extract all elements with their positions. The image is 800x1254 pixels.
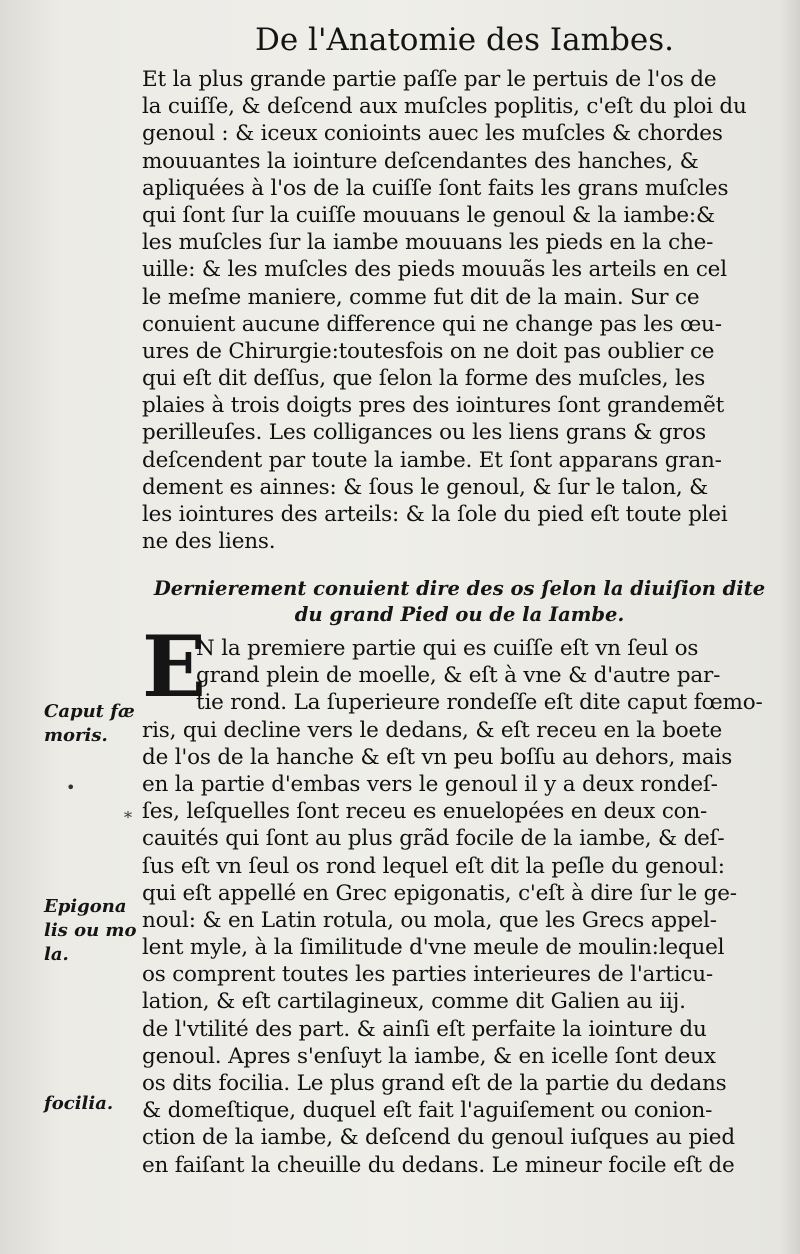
text-line: perilleuſes. Les colligances ou les liens grans & gros [142, 420, 706, 446]
text-line: genoul : & iceux conioints auec les muſcles & chordes [142, 121, 723, 147]
text-line: lation, & eſt cartilagineux, comme dit Galien au iij. [142, 989, 686, 1015]
running-head: De l'Anatomie des Iambes. [255, 22, 674, 58]
text-line: & domeſtique, duquel eſt fait l'aguiſement ou conion- [142, 1098, 713, 1124]
text-line: de l'vtilité des part. & ainſi eſt perfaite la iointure du [142, 1016, 707, 1042]
text-line: les muſcles ſur la iambe mouuans les pieds en la che- [142, 230, 714, 256]
margin-note-line: la. [44, 944, 69, 965]
text-line: de l'os de la hanche & eſt vn peu boſſu au dehors, mais [142, 744, 733, 770]
section-heading-line: du grand Pied ou de la Iambe. [294, 603, 625, 626]
text-line: ſus eſt vn ſeul os rond lequel eſt dit la peſle du genoul: [142, 853, 725, 879]
text-line: dement es ainnes: & ſous le genoul, & ſur le talon, & [142, 474, 709, 500]
margin-note-line: Caput fæ [44, 701, 135, 722]
text-line: noul: & en Latin rotula, ou mola, que les Grecs appel- [142, 907, 717, 933]
text-line: les iointures des arteils: & la ſole du pied eſt toute plei [142, 502, 728, 527]
text-line: os comprent toutes les parties interieures de l'articu- [142, 962, 713, 988]
margin-note-line: focilia. [44, 1093, 114, 1114]
text-line: Et la plus grande partie paſſe par le pertuis de l'os de [142, 67, 717, 92]
text-line: ne des liens. [142, 529, 276, 555]
text-line: grand plein de moelle, & eſt à vne & d'autre par- [196, 663, 721, 689]
margin-dot-mark: • [66, 778, 76, 797]
text-line: ction de la iambe, & deſcend du genoul iuſques au pied [142, 1125, 735, 1151]
text-line: lent myle, à la ſimilitude d'vne meule de moulin:lequel [142, 935, 725, 961]
section-heading [142, 576, 777, 628]
text-line: uille: & les muſcles des pieds mouuãs les arteils en cel [142, 257, 727, 283]
margin-note-focilia [44, 1092, 113, 1116]
margin-note-line: lis ou mo [44, 920, 137, 941]
text-line: en la partie d'embas vers le genoul il y a deux rondeſ- [142, 771, 718, 797]
text-line: la cuiſſe, & deſcend aux muſcles poplitis, c'eſt du ploi du [142, 94, 747, 120]
text-line: ris, qui decline vers le dedans, & eſt receu en la boete [142, 717, 723, 743]
text-line: mouuantes la iointure deſcendantes des hanches, & [142, 148, 699, 174]
text-line: apliquées à l'os de la cuiſſe ſont faits les grans muſcles [142, 175, 729, 201]
body-paragraph-2 [142, 635, 777, 1179]
text-line: conuient aucune difference qui ne change pas les œu- [142, 311, 722, 337]
text-line: cauités qui ſont au plus grãd focile de la iambe, & deſ- [142, 826, 725, 852]
text-line: tie rond. La ſuperieure rondeſſe eſt dite caput fœmo- [196, 690, 763, 716]
margin-note-epigonatis [44, 895, 137, 967]
text-line: ures de Chirurgie:toutesfois on ne doit pas oublier ce [142, 338, 715, 364]
text-line: le meſme maniere, comme fut dit de la main. Sur ce [142, 284, 700, 310]
margin-note-line: Epigona [44, 896, 127, 917]
text-line: qui eſt appellé en Grec epigonatis, c'eſt à dire ſur le ge- [142, 880, 737, 906]
margin-note-line: moris. [44, 725, 108, 746]
text-line: en faiſant la cheuille du dedans. Le mineur focile eſt de [142, 1152, 735, 1178]
margin-note-caput-femoris [44, 700, 135, 748]
text-line: os dits focilia. Le plus grand eſt de la partie du dedans [142, 1071, 727, 1096]
text-line: N la premiere partie qui es cuiſſe eſt vn ſeul os [196, 636, 699, 661]
text-line: genoul. Apres s'enſuyt la iambe, & en icelle ſont deux [142, 1043, 716, 1069]
text-line: qui eſt dit deſſus, que ſelon la forme des muſcles, les [142, 366, 706, 392]
text-line: ſes, leſquelles ſont receu es enuelopées en deux con- [142, 799, 708, 825]
margin-asterisk-mark: * [124, 808, 132, 827]
drop-cap: E [142, 617, 207, 716]
text-line: plaies à trois doigts pres des iointures ſont grandemẽt [142, 393, 725, 419]
section-heading-line: Dernierement conuient dire des os ſelon la diuiſion dite [153, 577, 766, 600]
text-line: deſcendent par toute la iambe. Et ſont apparans gran- [142, 447, 722, 473]
body-paragraph-1 [142, 66, 777, 555]
text-line: qui ſont ſur la cuiſſe mouuans le genoul & la iambe:& [142, 202, 715, 228]
